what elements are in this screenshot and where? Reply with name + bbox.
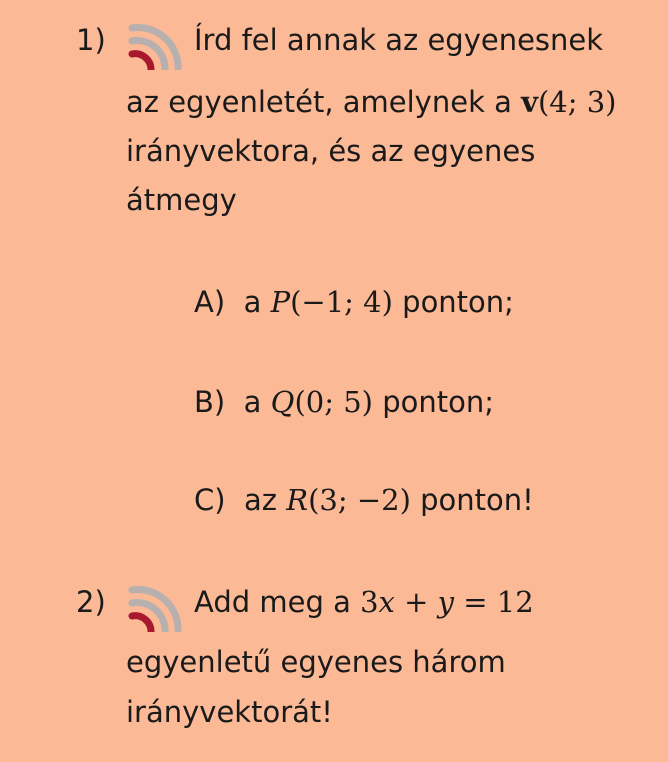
option-pre: a — [243, 285, 262, 319]
problem-1-line-4: átmegy — [126, 183, 237, 217]
problem-2-line-3: irányvektorát! — [126, 695, 333, 729]
option-pre: az — [244, 483, 278, 517]
option-post: ponton; — [402, 285, 514, 319]
equation — [360, 585, 534, 619]
problem-1-line-3: irányvektora, és az egyenes — [126, 134, 536, 168]
eq-equals: = — [463, 585, 488, 619]
difficulty-icon — [124, 10, 184, 70]
option-label: B) — [194, 385, 226, 419]
point-coords: (3; −2) — [308, 483, 411, 517]
point-coords: (0; 5) — [294, 385, 373, 419]
problem-1-line-2-text: az egyenletét, amelynek a — [126, 85, 512, 119]
option-a — [194, 284, 514, 320]
difficulty-icon — [124, 572, 184, 632]
option-label: A) — [194, 285, 226, 319]
eq-plus: + — [404, 585, 429, 619]
problem-2-line-1-text: Add meg a — [194, 585, 351, 619]
option-post: ponton; — [382, 385, 494, 419]
option-pre: a — [243, 385, 262, 419]
option-b — [194, 384, 494, 420]
problem-1-line-2 — [126, 84, 616, 120]
problem-1-number: 1) — [76, 23, 106, 57]
direction-vector-symbol: v — [521, 85, 538, 119]
point-name: Q — [270, 385, 295, 419]
option-post: ponton! — [420, 483, 534, 517]
point-coords: (−1; 4) — [290, 285, 393, 319]
eq-coefficient: 3 — [360, 585, 379, 619]
direction-vector-coords: (4; 3) — [537, 85, 617, 119]
eq-variable-x: x — [378, 585, 395, 619]
problem-1-line-1: Írd fel annak az egyenesnek — [194, 23, 604, 57]
eq-variable-y: y — [437, 585, 455, 619]
problem-2-number: 2) — [76, 585, 106, 619]
problem-2-line-2: egyenletű egyenes három — [126, 645, 506, 679]
option-label: C) — [194, 483, 226, 517]
problem-2-line-1 — [194, 584, 534, 620]
eq-rhs: 12 — [496, 585, 534, 619]
point-name: P — [270, 285, 291, 319]
point-name: R — [286, 483, 309, 517]
option-c — [194, 482, 534, 518]
